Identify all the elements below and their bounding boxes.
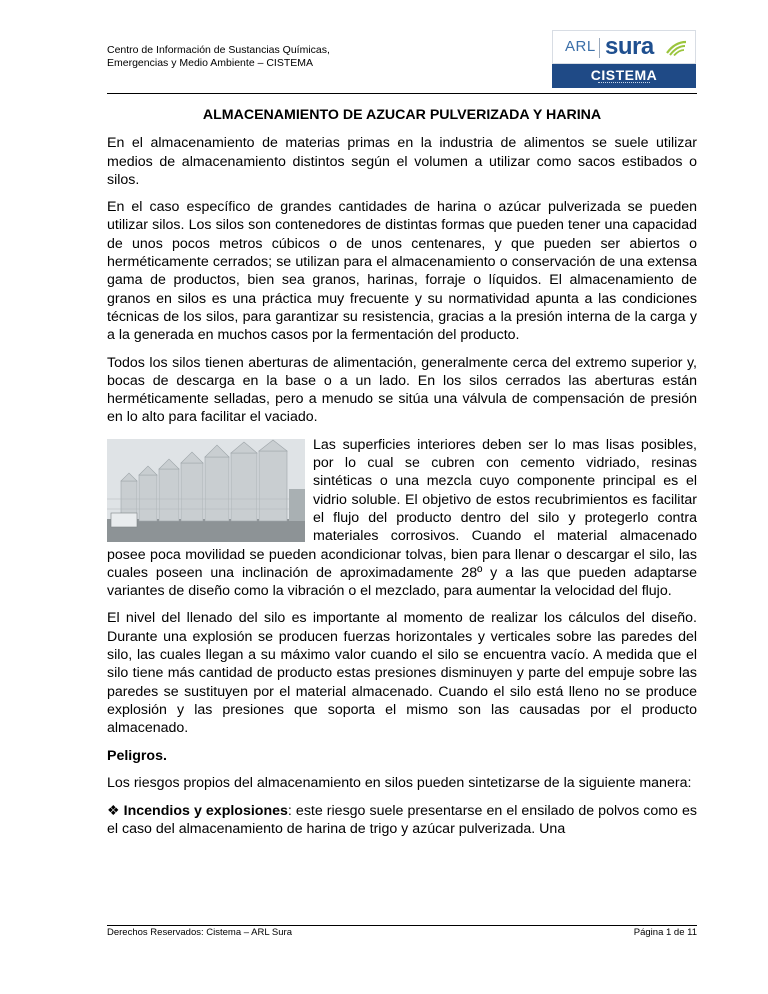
document-body <box>107 106 697 848</box>
document-title: ALMACENAMIENTO DE AZUCAR PULVERIZADA Y HARINA <box>202 107 602 123</box>
bullet-item <box>107 801 697 839</box>
diamond-bullet-icon: ❖ <box>107 802 120 819</box>
logo-arl-text: ARL <box>565 38 596 55</box>
paragraph-2: En el caso específico de grandes cantidades de harina o azúcar pulverizada se pueden utilizar silos. Los silos son contenedores de distintas formas que pueden tener una capacidad de unos pocos metros cúbicos o de unos centenares, y que pueden ser abiertos o herméticamente cerrados; se utilizan para el almacenamiento o conservación de una extensa gama de productos, bien sea granos, harinas, forraje o líquidos. El almacenamiento de granos en silos es una práctica muy frecuente y su normatividad apunta a las condiciones técnicas de los silos, para garantizar su resistencia, gracias a la presión interna de la carga y a la generada en muchos casos por la fermentación del producto. <box>107 199 697 344</box>
arl-sura-cistema-logo <box>552 30 696 88</box>
header-line-1: Centro de Información de Sustancias Químicas, <box>107 44 330 56</box>
logo-cistema-text: CISTEMA <box>590 67 658 83</box>
paragraph-5: El nivel del llenado del silo es importante al momento de realizar los cálculos del diseño. Durante una explosión se producen fuerzas horizontales y verticales sobre las paredes del silo, las cuales llegan a su máximo valor cuando el silo se encuentra vacío. A medida que el silo tiene más cantidad de producto estas presiones disminuyen y parte del empuje sobre las paredes se sustituyen por el material almacenado. Cuando el silo está lleno no se produce explosión y las presiones que soporta el mismo son las causadas por el producto almacenado. <box>107 610 697 737</box>
footer-copyright: Derechos Reservados: Cistema – ARL Sura <box>107 927 292 938</box>
silos-illustration <box>107 439 305 542</box>
paragraph-4: Las superficies interiores deben ser lo mas lisas posibles, por lo cual se cubren con cemento vidriado, resinas sintéticas o una mezcla cuyo componente principal es el vidrio soluble. El objetivo de estos recubrimientos es facilitar el flujo del producto dentro del silo y protegerlo contra materiales corrosivos. Cuando el material almacenado posee poca movilidad se pueden acondicionar tolvas, bien para llenar o descargar el silo, las cuales poseen una inclinación de aproximadamente 28º y a las que pueden adaptarse variantes de diseño como la vibración o el mezclado, para aumentar la velocidad del flujo. <box>107 436 697 600</box>
paragraph-3: Todos los silos tienen aberturas de alimentación, generalmente cerca del extremo superior y, bocas de descarga en la base o a un lado. En los silos cerrados las aberturas están herméticamente selladas, pero a menudo se sitúa una válvula de compensación de presión en lo alto para facilitar el vaciado. <box>107 354 697 426</box>
logo-sura-text: sura <box>605 33 654 60</box>
header-line-2: Emergencias y Medio Ambiente – CISTEMA <box>107 57 314 69</box>
bullet-label: Incendios y explosiones <box>123 803 288 820</box>
paragraph-1: En el almacenamiento de materias primas en la industria de alimentos se suele utilizar medios de almacenamiento distintos según el volumen a utilizar como sacos estibados o silos. <box>107 135 697 188</box>
paragraph-6: Los riesgos propios del almacenamiento en silos pueden sintetizarse de la siguiente manera: <box>107 774 692 791</box>
footer-rule <box>107 925 697 926</box>
silos-photo <box>107 439 305 542</box>
logo-dots-divider <box>598 82 650 83</box>
paragraph-4-with-figure <box>107 436 697 601</box>
logo-cistema-band <box>552 64 696 88</box>
header-rule <box>107 93 697 94</box>
bullet-text: : este riesgo suele presentarse en el ensilado de polvos como es el caso del almacenamiento de harina de trigo y azúcar pulverizada. Una <box>107 803 697 838</box>
page-number: Página 1 de 11 <box>633 927 697 938</box>
header-text <box>107 44 330 70</box>
logo-top-panel <box>552 30 696 64</box>
sura-wing-icon <box>665 40 687 56</box>
section-title-peligros: Peligros. <box>107 747 167 764</box>
logo-separator <box>599 38 600 58</box>
